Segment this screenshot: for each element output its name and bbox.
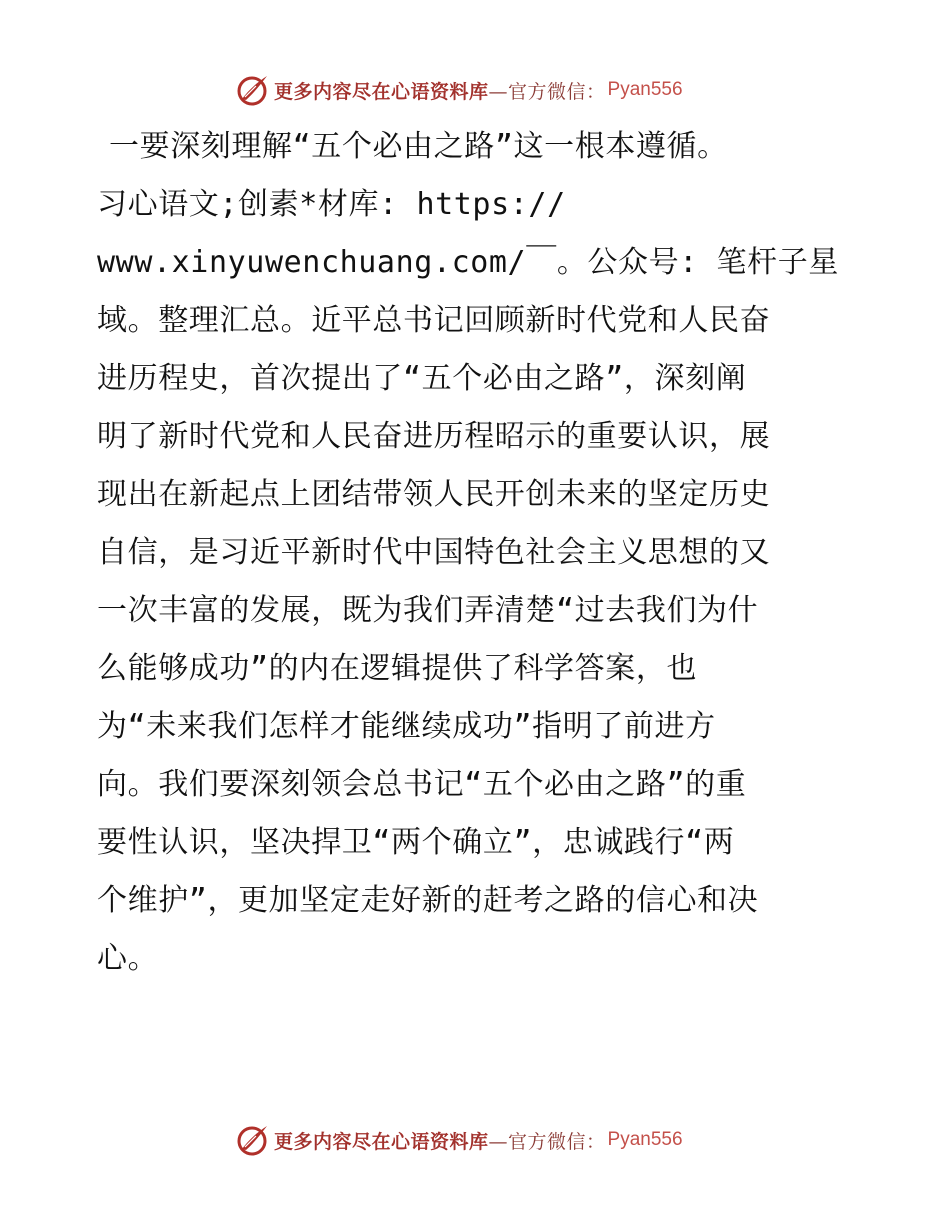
text-line: 为“未来我们怎样才能继续成功”指明了前进方 xyxy=(97,709,716,744)
text-line: 要性认识，坚决捍卫“两个确立”，忠诚践行“两 xyxy=(97,825,735,860)
text-line: 现出在新起点上团结带领人民开创未来的坚定历史 xyxy=(97,477,771,512)
quill-logo-icon xyxy=(236,73,270,107)
footer-promo xyxy=(274,1127,606,1154)
text-line: 进历程史，首次提出了“五个必由之路”，深刻阐 xyxy=(97,361,747,396)
header-promo xyxy=(274,77,606,104)
text-line: 域。整理汇总。近平总书记回顾新时代党和人民奋 xyxy=(97,303,771,338)
text-line: 一次丰富的发展，既为我们弄清楚“过去我们为什 xyxy=(97,593,759,628)
header-promo-separator: —官方微信： xyxy=(488,80,606,103)
text-line: 心。 xyxy=(97,941,159,976)
quill-logo-icon xyxy=(236,1123,270,1157)
footer-banner xyxy=(236,1122,716,1158)
text-line: 个维护”，更加坚定走好新的赶考之路的信心和决 xyxy=(97,883,759,918)
text-line: 明了新时代党和人民奋进历程昭示的重要认识，展 xyxy=(97,419,771,454)
text-line: 向。我们要深刻领会总书记“五个必由之路”的重 xyxy=(97,767,747,802)
footer-promo-text: 更多内容尽在心语资料库 xyxy=(274,1130,489,1153)
footer-promo-separator: —官方微信： xyxy=(488,1130,606,1153)
footer-wechat-handle: Pyan556 xyxy=(607,1129,683,1150)
text-line: www.xinyuwenchuang.com/￣。公众号: 笔杆子星 xyxy=(97,245,839,280)
text-line: 自信，是习近平新时代中国特色社会主义思想的又 xyxy=(97,535,771,570)
header-wechat-handle: Pyan556 xyxy=(607,79,683,100)
text-line: 么能够成功”的内在逻辑提供了科学答案，也 xyxy=(97,651,698,686)
header-promo-text: 更多内容尽在心语资料库 xyxy=(274,80,489,103)
text-line: 一要深刻理解“五个必由之路”这一根本遵循。 xyxy=(109,129,728,164)
header-banner xyxy=(236,72,716,108)
text-line: 习心语文;创素*材库: https:// xyxy=(97,187,566,222)
document-body xyxy=(97,118,857,988)
